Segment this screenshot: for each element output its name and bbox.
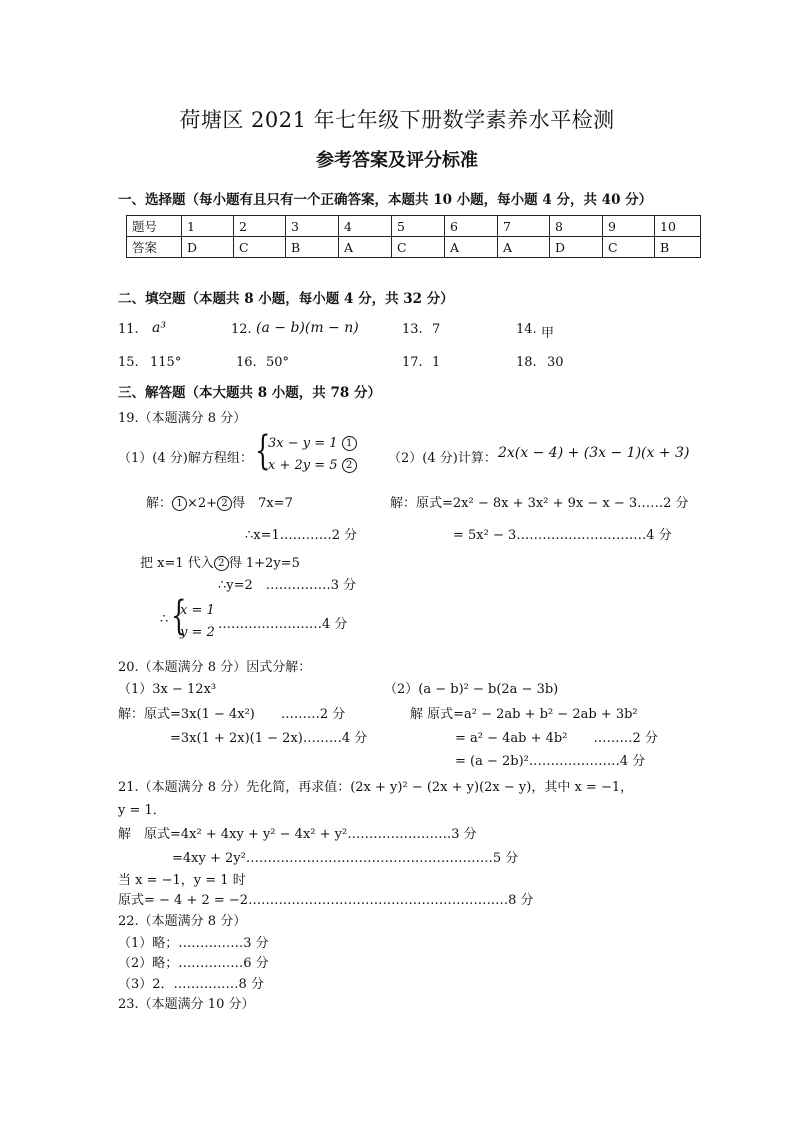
expression: 2x(x − 4) + (3x − 1)(x + 3) — [498, 445, 690, 461]
solution-line: 解： 1 ×2+ 2 得 7x=7 — [146, 496, 293, 511]
table-header-cell: 题号 — [127, 216, 182, 237]
question-header: 23.（本题满分 10 分） — [118, 997, 255, 1012]
question-header: 21.（本题满分 8 分）先化简，再求值：(2x + y)² − (2x + y)(2x − y)，其中 x = −1， — [118, 780, 634, 795]
table-cell: C — [603, 237, 655, 258]
question-part: （2）(a − b)² − b(2a − 3b) — [384, 682, 559, 697]
left-brace: { — [255, 428, 271, 474]
solution-line: 解：原式=2x² − 8x + 3x² + 9x − x − 3……2 分 — [390, 496, 689, 511]
section-heading-choice: 一、选择题（每小题有且只有一个正确答案，本题共 10 小题，每小题 4 分，共 40 分） — [118, 192, 653, 208]
page-title: 荷塘区 2021 年七年级下册数学素养水平检测 — [179, 108, 615, 132]
table-cell: 9 — [603, 216, 655, 237]
table-cell: 8 — [550, 216, 603, 237]
circled-number-icon: 1 — [342, 436, 357, 451]
question-header: 20.（本题满分 8 分）因式分解： — [118, 660, 312, 675]
fill-answer: 7 — [432, 322, 441, 337]
question-part: （1）3x − 12x³ — [118, 682, 217, 697]
table-cell: 5 — [392, 216, 445, 237]
section-heading-fill: 二、填空题（本题共 8 小题，每小题 4 分，共 32 分） — [118, 291, 454, 307]
question-header: 22.（本题满分 8 分） — [118, 914, 247, 929]
solution-line: 解：原式=3x(1 − 4x²) ………2 分 — [118, 707, 346, 722]
solution-line: ∴y=2 ……………3 分 — [218, 578, 357, 593]
solution-line: = (a − 2b)²…………………4 分 — [455, 754, 646, 769]
solution-line: 原式= − 4 + 2 = −2……………………………………………………8 分 — [118, 893, 534, 908]
table-cell: B — [655, 237, 701, 258]
fill-number: 11. — [118, 322, 139, 337]
solution-value: x = 1 — [180, 603, 215, 618]
table-cell: 6 — [445, 216, 498, 237]
table-cell: C — [392, 237, 445, 258]
table-cell: 3 — [286, 216, 339, 237]
question-header-cont: y = 1． — [118, 803, 166, 818]
solution-line: 解 原式=a² − 2ab + b² − 2ab + 3b² — [410, 707, 638, 722]
table-cell: 1 — [182, 216, 234, 237]
table-cell: A — [445, 237, 498, 258]
fill-number: 16. — [236, 355, 257, 370]
table-cell: 4 — [339, 216, 392, 237]
table-row — [127, 216, 701, 237]
table-header-cell: 答案 — [127, 237, 182, 258]
solution-line: = a² − 4ab + 4b² ………2 分 — [455, 731, 658, 746]
section-heading-solve: 三、解答题（本大题共 8 小题，共 78 分） — [118, 385, 381, 401]
fill-number: 17. — [402, 355, 423, 370]
fill-number: 18. — [516, 355, 537, 370]
fill-number: 15. — [118, 355, 139, 370]
table-cell: B — [286, 237, 339, 258]
solution-line: 解 原式=4x² + 4xy + y² − 4x² + y²……………………3 分 — [118, 827, 477, 842]
answer-table — [126, 215, 701, 258]
fill-answer: (a − b)(m − n) — [256, 320, 359, 336]
solution-line: 把 x=1 代入 2 得 1+2y=5 — [140, 556, 300, 571]
fill-answer: a³ — [152, 320, 166, 336]
table-cell: A — [498, 237, 550, 258]
table-row — [127, 237, 701, 258]
table-cell: C — [234, 237, 286, 258]
table-cell: 10 — [655, 216, 701, 237]
fill-answer: 30 — [547, 355, 564, 370]
circled-number-icon: 2 — [214, 556, 229, 571]
fill-number: 13. — [402, 322, 423, 337]
solution-line: =3x(1 + 2x)(1 − 2x)………4 分 — [170, 731, 368, 746]
table-cell: 2 — [234, 216, 286, 237]
equation: x + 2y = 5 2 — [268, 458, 357, 473]
score-dots: ……………………4 分 — [218, 617, 348, 632]
circled-number-icon: 1 — [172, 496, 187, 511]
fill-answer: 甲 — [541, 326, 555, 341]
equation: 3x − y = 1 1 — [268, 436, 357, 451]
question-part-label: （2）(4 分)计算： — [388, 451, 497, 466]
solution-value: y = 2 — [180, 625, 215, 640]
question-header: 19.（本题满分 8 分） — [118, 411, 247, 426]
solution-line: 当 x = −1，y = 1 时 — [118, 873, 246, 888]
question-part-label: （1）(4 分)解方程组： — [118, 451, 253, 466]
fill-number: 12. — [231, 322, 252, 337]
solution-line: （2）略；……………6 分 — [118, 956, 269, 971]
table-cell: D — [182, 237, 234, 258]
fill-answer: 1 — [432, 355, 441, 370]
fill-answer: 50° — [266, 355, 290, 370]
left-brace: { — [171, 593, 187, 639]
table-cell: D — [550, 237, 603, 258]
therefore-symbol: ∴ — [160, 612, 169, 627]
circled-number-icon: 2 — [342, 458, 357, 473]
fill-answer: 115° — [150, 355, 182, 370]
solution-line: =4xy + 2y²…………………………………………………5 分 — [172, 851, 519, 866]
table-cell: A — [339, 237, 392, 258]
solution-line: （1）略；……………3 分 — [118, 936, 269, 951]
page-subtitle: 参考答案及评分标准 — [316, 150, 478, 171]
solution-line: ∴x=1…………2 分 — [245, 528, 358, 543]
table-cell: 7 — [498, 216, 550, 237]
circled-number-icon: 2 — [217, 496, 232, 511]
solution-line: = 5x² − 3…………………………4 分 — [453, 528, 672, 543]
solution-line: （3）2．……………8 分 — [118, 977, 264, 992]
fill-number: 14. — [516, 322, 537, 337]
